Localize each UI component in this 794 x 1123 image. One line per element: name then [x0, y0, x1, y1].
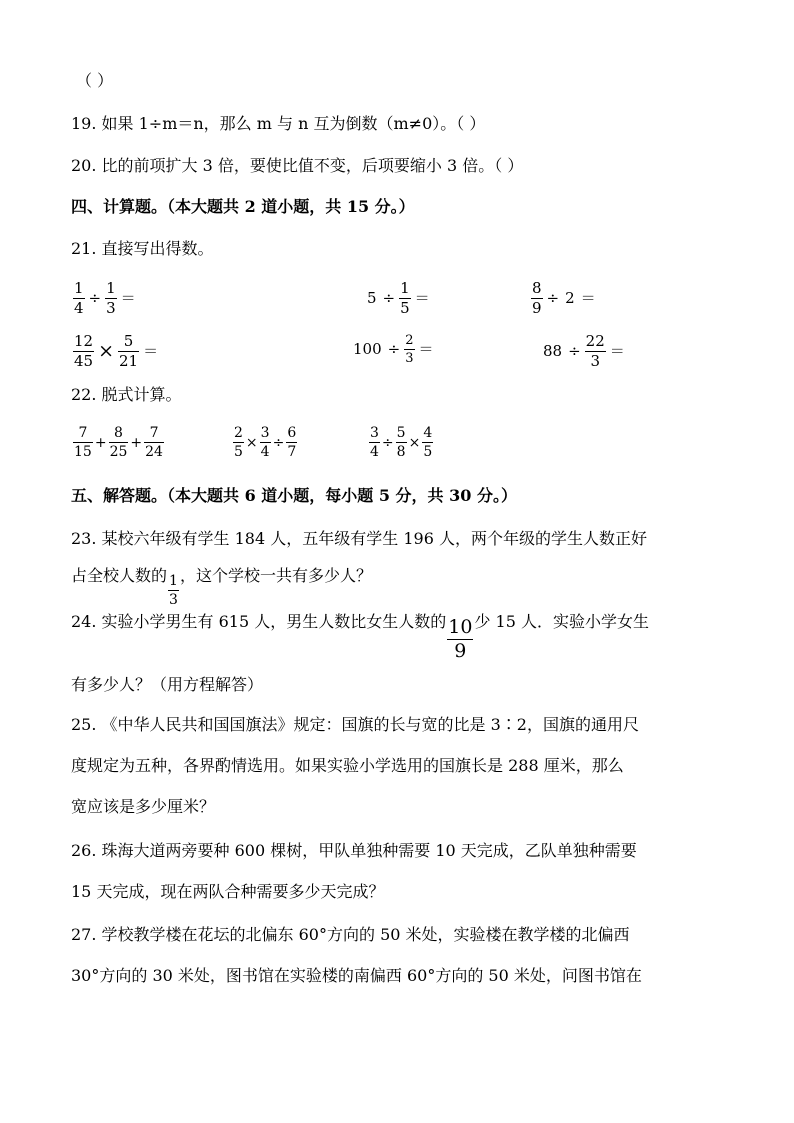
- operator: ÷: [546, 289, 560, 307]
- operator: ÷: [387, 340, 401, 358]
- section-5-heading: 五、解答题。（本大题共 6 道小题，每小题 5 分，共 30 分。）: [71, 486, 517, 505]
- frac-num: 22: [585, 332, 605, 350]
- frac-den: 24: [145, 444, 163, 460]
- frac-num: 4: [423, 425, 433, 441]
- frac-num: 1: [400, 279, 410, 297]
- calc-c: [530, 281, 599, 316]
- frac-num: 3: [260, 425, 270, 441]
- question-27-line-2: 30°方向的 30 米处，图书馆在实验楼的南偏西 60°方向的 50 米处，问图书馆在: [71, 966, 642, 985]
- frac-den: 5: [400, 299, 410, 317]
- operator: ×: [408, 434, 421, 451]
- question-26-line-1: 26. 珠海大道两旁要种 600 棵树，甲队单独种需要 10 天完成，乙队单独种需要: [71, 841, 637, 860]
- frac-num: 8: [114, 425, 123, 441]
- question-25-line-3: 宽应该是多少厘米？: [71, 797, 216, 816]
- operator: ÷: [272, 434, 285, 451]
- equals: ＝: [418, 340, 434, 358]
- section-4-heading: 四、计算题。（本大题共 2 道小题，共 15 分。）: [71, 197, 415, 216]
- equals: ＝: [120, 289, 136, 307]
- operator: ÷: [381, 434, 394, 451]
- frac-den: 3: [590, 352, 600, 370]
- operator: ×: [245, 434, 258, 451]
- question-22: 22. 脱式计算。: [71, 385, 182, 404]
- equals: ＝: [143, 342, 159, 360]
- frac-num: 7: [78, 425, 88, 441]
- q23-text-b: ，这个学校一共有多少人？: [179, 566, 372, 585]
- q23-text-a: 占全校人数的: [71, 566, 168, 585]
- equals: ＝: [414, 289, 430, 307]
- frac-den: 8: [396, 444, 406, 460]
- question-23-line-2: [71, 568, 372, 607]
- frac-num: 7: [149, 425, 159, 441]
- frac-den: 25: [109, 444, 128, 460]
- frac-num: 12: [74, 332, 94, 350]
- frac-num: 1: [169, 573, 178, 589]
- frac-den: 3: [405, 351, 414, 366]
- frac-den: 3: [106, 299, 116, 317]
- frac-num: 5: [123, 332, 134, 350]
- operator: ÷: [382, 289, 396, 307]
- number: 5: [367, 289, 377, 307]
- frac-num: 3: [370, 425, 379, 441]
- frac-den: 4: [260, 444, 270, 460]
- frac-num: 2: [405, 333, 414, 348]
- operator: ÷: [568, 342, 581, 360]
- frac-den: 9: [532, 299, 542, 317]
- number: 2: [565, 289, 575, 307]
- frac-num: 1: [74, 279, 84, 297]
- frac-den: 4: [370, 444, 379, 460]
- frac-den: 5: [234, 444, 243, 460]
- frac-den: 3: [169, 592, 178, 608]
- question-24-line-1: [71, 614, 649, 661]
- calc-f: [540, 334, 628, 369]
- question-27-line-1: 27. 学校教学楼在花坛的北偏东 60°方向的 50 米处，实验楼在教学楼的北偏西: [71, 925, 630, 944]
- question-20: 20. 比的前项扩大 3 倍，要使比值不变，后项要缩小 3 倍。（ ）: [71, 156, 524, 175]
- equals: ＝: [580, 289, 596, 307]
- question-25-line-2: 度规定为五种，各界酌情选用。如果实验小学选用的国旗长是 288 厘米，那么: [71, 756, 624, 775]
- frac-num: 1: [106, 279, 116, 297]
- chain-g: [72, 426, 165, 459]
- calc-b: [364, 281, 433, 316]
- question-25-line-1: 25. 《中华人民共和国国旗法》规定：国旗的长与宽的比是 3∶2，国旗的通用尺: [71, 715, 639, 734]
- number: 100: [353, 340, 382, 358]
- chain-i: [368, 426, 434, 459]
- question-24-line-2: 有多少人？（用方程解答）: [71, 675, 264, 694]
- frac-den: 15: [74, 444, 92, 460]
- frac-den: 4: [74, 299, 84, 317]
- q24-text-a: 24. 实验小学男生有 615 人，男生人数比女生人数的: [71, 612, 447, 631]
- operator: ×: [98, 340, 115, 362]
- calc-a: [72, 281, 139, 316]
- q24-text-b: 少 15 人．实验小学女生: [474, 612, 649, 631]
- frac-den: 9: [454, 640, 467, 662]
- question-26-line-2: 15 天完成，现在两队合种需要多少天完成？: [71, 882, 385, 901]
- calc-e: [350, 334, 437, 365]
- frac-den: 45: [74, 352, 94, 370]
- chain-h: [232, 426, 298, 459]
- frac-num: 5: [396, 425, 406, 441]
- frac-num: 2: [234, 425, 243, 441]
- frac-num: 6: [287, 425, 297, 441]
- q18-answer-blank: （ ）: [76, 71, 114, 90]
- frac-den: 7: [287, 444, 297, 460]
- operator: +: [130, 434, 143, 451]
- question-23-line-1: 23. 某校六年级有学生 184 人，五年级有学生 196 人，两个年级的学生人数正好: [71, 529, 647, 548]
- frac-num: 8: [532, 279, 542, 297]
- frac-num: 10: [448, 616, 473, 638]
- number: 88: [543, 342, 563, 360]
- equals: ＝: [609, 342, 625, 360]
- calc-d: [72, 334, 161, 369]
- operator: +: [94, 434, 107, 451]
- question-19: 19. 如果 1÷m＝n，那么 m 与 n 互为倒数（m≠0）。（ ）: [71, 114, 486, 133]
- frac-den: 21: [119, 352, 139, 370]
- frac-den: 5: [423, 444, 433, 460]
- operator: ÷: [88, 289, 102, 307]
- question-21: 21. 直接写出得数。: [71, 239, 214, 258]
